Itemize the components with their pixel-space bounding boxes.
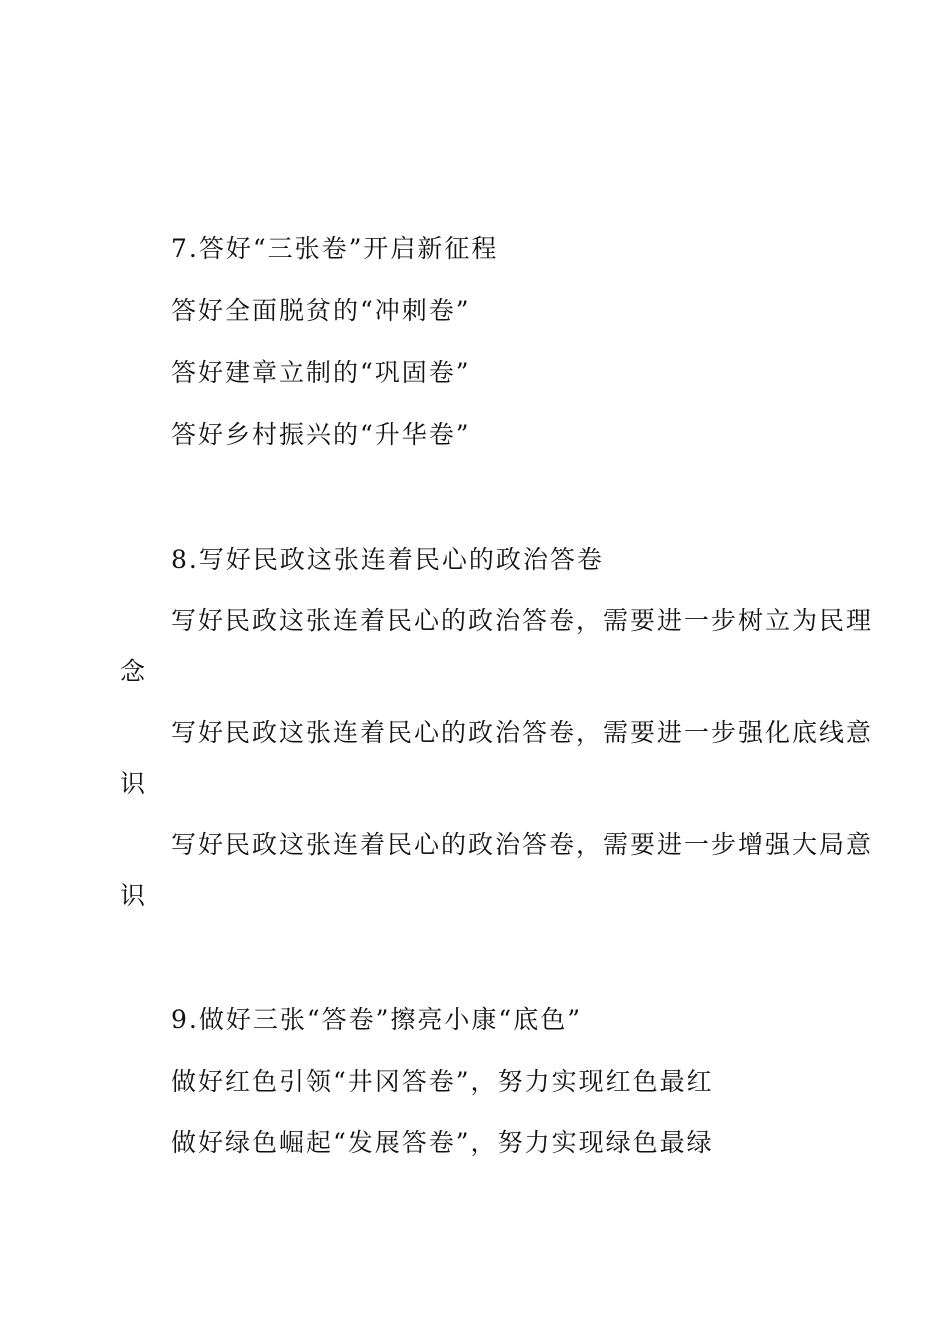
section-7-item-2: 答好建章立制的“巩固卷” xyxy=(171,358,471,387)
section-9-item-1: 做好红色引领“井冈答卷”，努力实现红色最红 xyxy=(171,1067,714,1096)
section-8-heading: 8.写好民政这张连着民心的政治答卷 xyxy=(171,545,604,574)
section-8-item-3-line1: 写好民政这张连着民心的政治答卷，需要进一步增强大局意 xyxy=(171,830,874,859)
section-7-item-3: 答好乡村振兴的“升华卷” xyxy=(171,420,471,449)
section-8-item-2-line2: 识 xyxy=(120,769,148,798)
section-8-item-3-line2: 识 xyxy=(120,881,148,910)
section-7-item-1: 答好全面脱贫的“冲刺卷” xyxy=(171,296,471,325)
section-7-heading: 7.答好“三张卷”开启新征程 xyxy=(171,234,499,263)
section-8-item-1-line2: 念 xyxy=(120,657,148,686)
section-8-item-1-line1: 写好民政这张连着民心的政治答卷，需要进一步树立为民理 xyxy=(171,606,874,635)
section-9-heading: 9.做好三张“答卷”擦亮小康“底色” xyxy=(171,1005,582,1034)
section-8-item-2-line1: 写好民政这张连着民心的政治答卷，需要进一步强化底线意 xyxy=(171,718,874,747)
section-9-item-2: 做好绿色崛起“发展答卷”，努力实现绿色最绿 xyxy=(171,1128,714,1157)
